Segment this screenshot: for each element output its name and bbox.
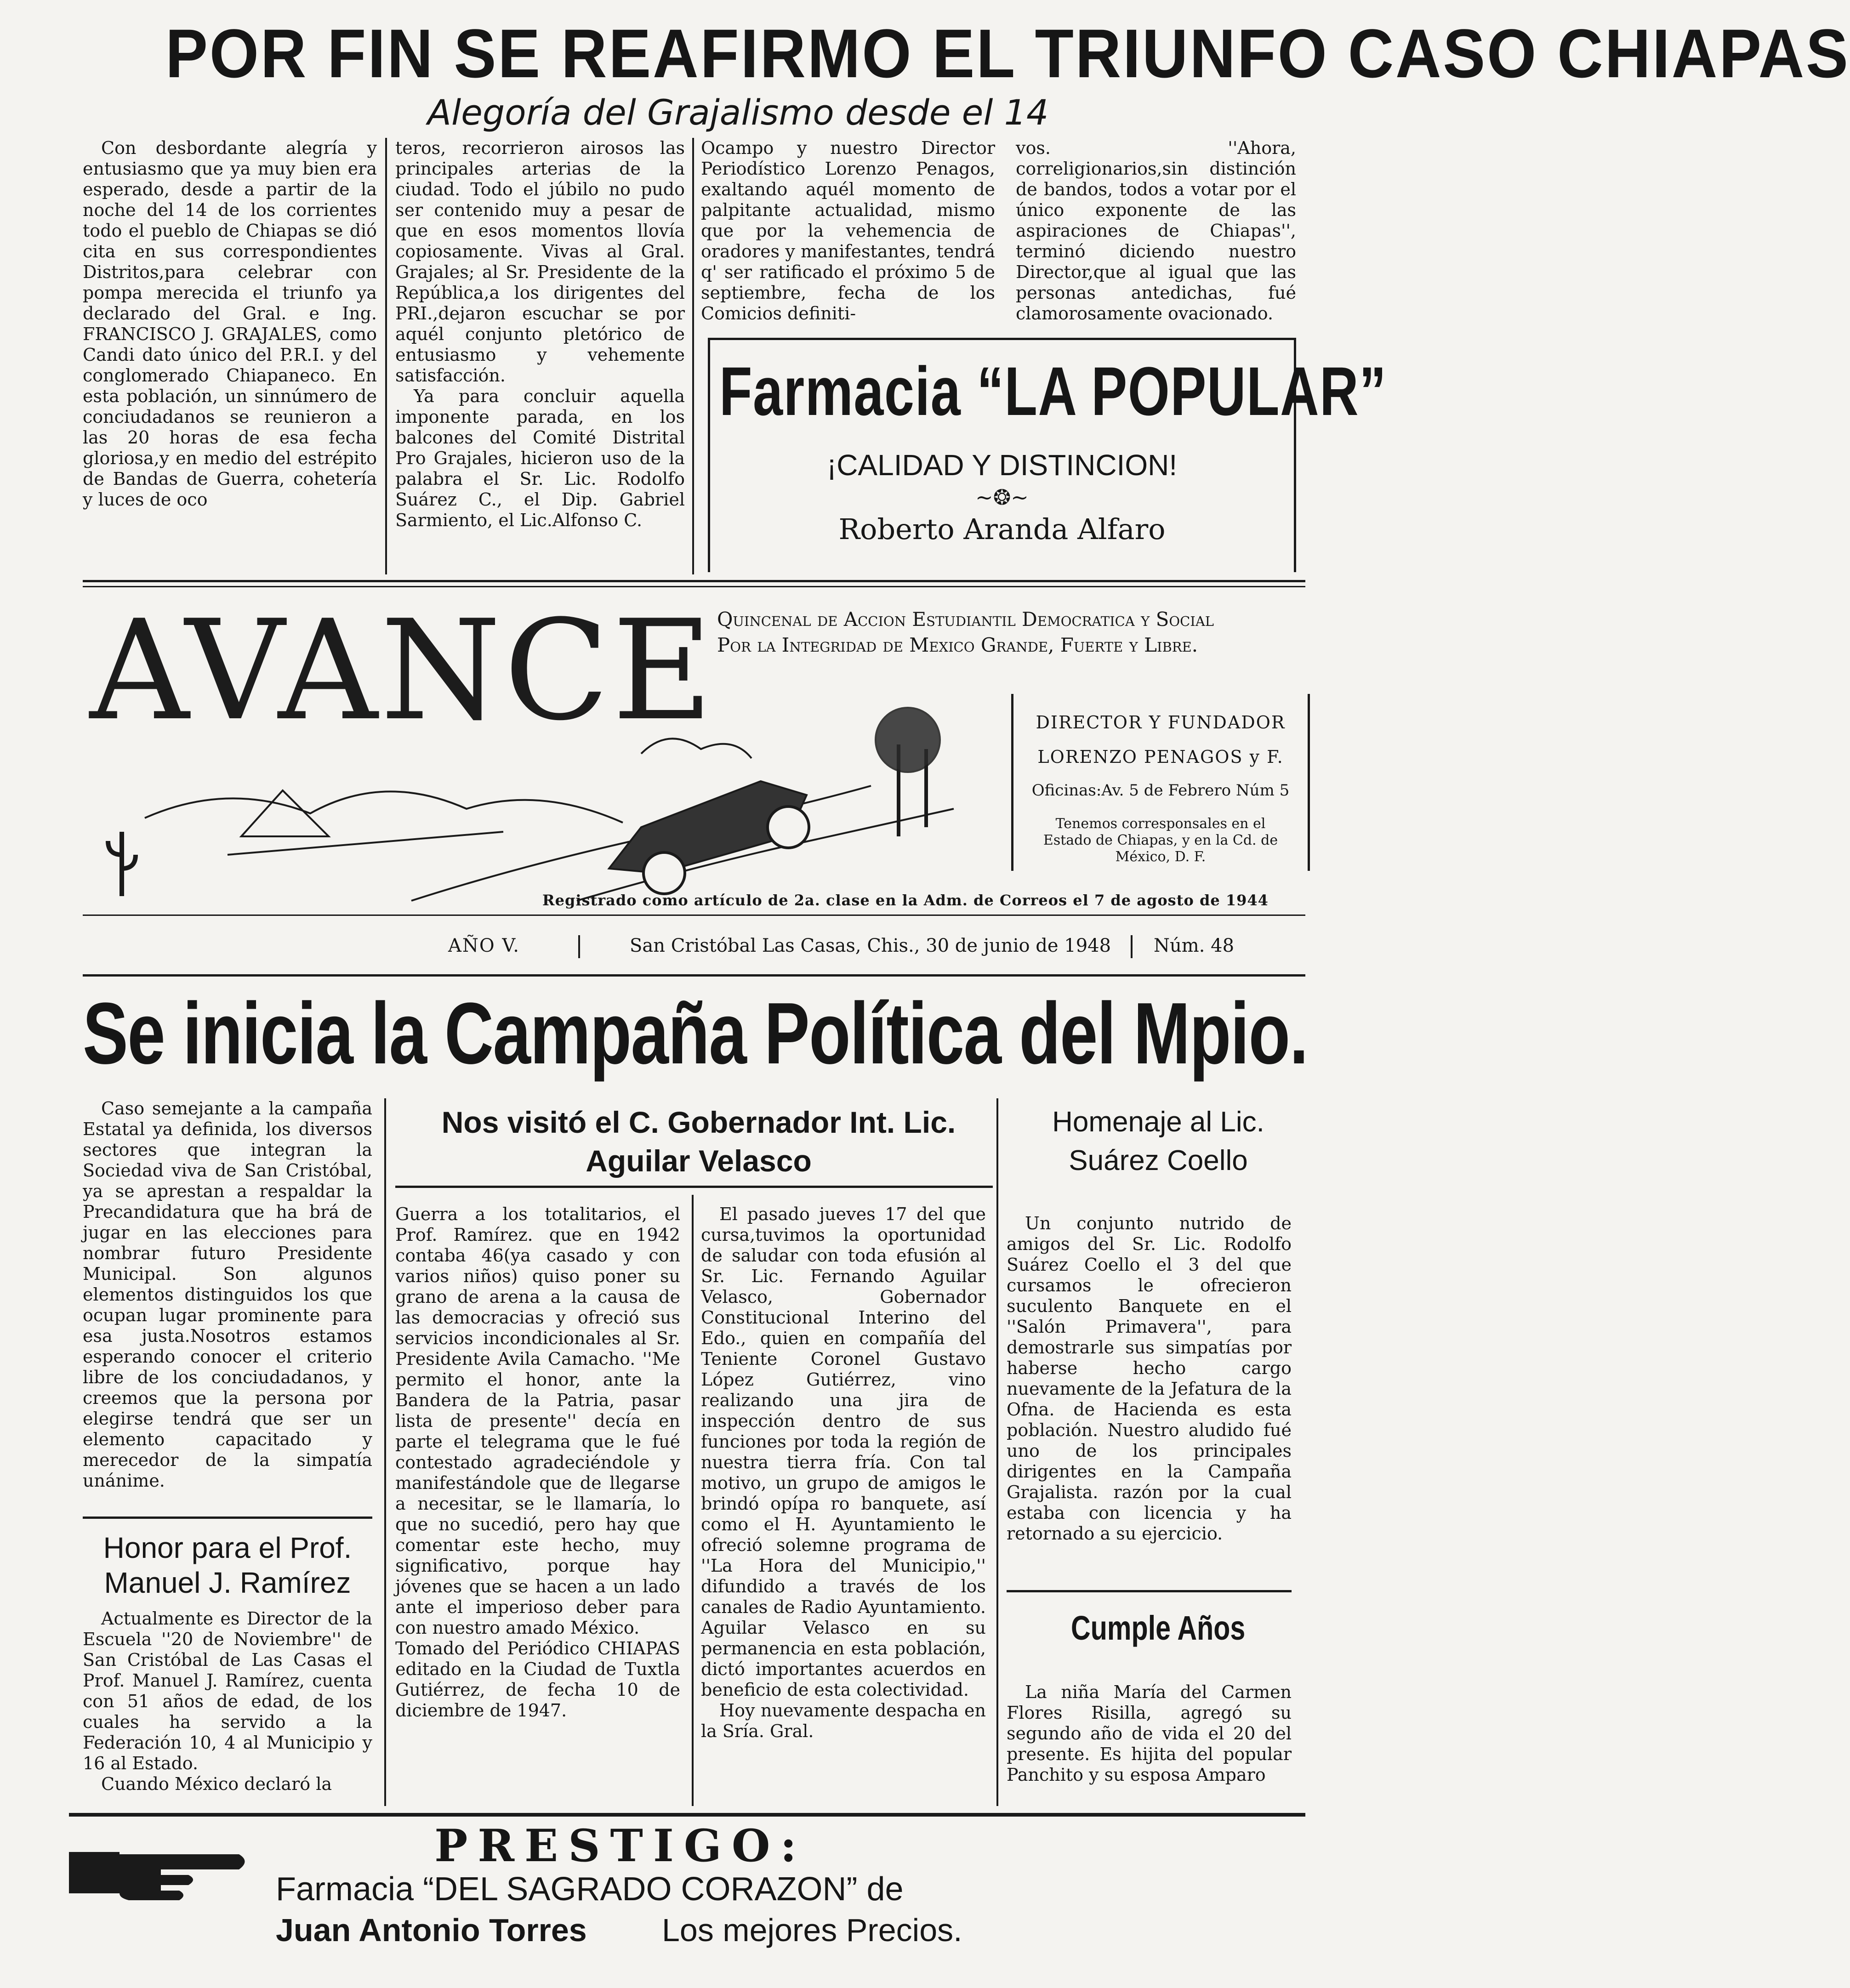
pointing-hand-icon [69,1834,253,1907]
ad-bottom-owner: Juan Antonio Torres [276,1912,587,1948]
section-rule [395,1186,993,1188]
section-rule [83,914,1305,916]
masthead-title: AVANCE [90,591,716,751]
info-divider [1131,935,1133,958]
masthead-illustration [90,717,1009,901]
car-wheel [643,852,685,894]
cumple-article: La niña María del Carmen Flores Risilla, agregó su segundo año de vida el 20 del presente. Es hijita del popular Panchito y su esposa Amparo [1007,1682,1292,1785]
cumple-title: Cumple Años [1071,1609,1246,1647]
top-article-col4: vos. ''Ahora, correligionarios,sin distinción de bandos, todos a votar por el único exponente de las aspiraciones de Chiapas'', terminó diciendo nuestro Director,que al igual que las personas antedichas, fué clamorosamente ovacionado. [1016,138,1296,324]
fence [228,832,503,855]
registration-line: Registrado como artículo de 2a. clase en la Adm. de Correos el 7 de agosto de 1944 [542,892,1269,909]
governor-col-a: Guerra a los totalitarios, el Prof. Ramírez. que en 1942 contaba 46(ya casado y con varios niños) quiso poner su grano de arena a la causa de las democracias y ofreció sus servicios incondicionales al Sr. Presidente Avila Camacho. ''Me permito el honor, ante la Bandera de la Patria, pasar lista de presente'' decía en parte el telegrama que le fué contestado agradeciéndole y manifestándole que de llegarse a necesitar, se le llamaría, lo que no sucedió, pero hay que comentar este hecho, muy significativo, porque hay jóvenes que se hacen a un lado ante el imperioso deber para con nuestro amado México. Tomado del Periódico CHIAPAS editado en la Ciudad de Tuxtla Gutiérrez, de fecha 10 de diciembre de 1947. [395,1204,680,1721]
ad-bottom-line1: Farmacia “DEL SAGRADO CORAZON” de [276,1871,904,1908]
director-box [1011,694,1310,871]
ad-bottom-title: PRESTIGO: [434,1820,807,1872]
dateline: San Cristóbal Las Casas, Chis., 30 de junio de 1948 [630,935,1111,956]
masthead-motto: Quincenal de Accion Estudiantil Democratica y Social Por la Integridad de Mexico Grande, Fuerte y Libre. [717,608,1214,656]
top-headline: POR FIN SE REAFIRMO EL TRIUNFO CASO CHIAPAS [165,15,1850,92]
column-divider [385,138,387,574]
ad-tagline: ¡CALIDAD Y DISTINCION! [826,449,1178,482]
section-rule [83,1517,372,1519]
homenaje-article: Un conjunto nutrido de amigos del Sr. Lic. Rodolfo Suárez Coello el 3 del que cursamos le ofrecieron suculento Banquete en el ''Salón Primavera'', para demostrarle sus simpatías por haberse hecho cargo nuevamente de la Jefatura de la Ofna. de Hacienda es esta población. Nuestro aludido fué uno de los principales dirigentes en la Campaña Grajalista. razón por la cual estaba con licencia y ha retornado a su ejercicio. [1007,1213,1292,1544]
honor-article: Actualmente es Director de la Escuela ''20 de Noviembre'' de San Cristóbal de Las Casas el Prof. Manuel J. Ramírez, cuenta con 51 años de edad, de los cuales ha servido a la Federación 10, 4 al Municipio y 16 al Estado. Cuando México declaró la [83,1608,372,1794]
mountains [145,791,623,823]
ad-bottom-slogan: Los mejores Precios. [662,1912,962,1948]
info-divider [578,935,580,958]
car-wheel [768,807,809,848]
column-divider [996,1098,998,1806]
ornament-icon: ~❂~ [975,485,1029,510]
director-name: LORENZO PENAGOS y F. [1037,747,1284,767]
column-divider [692,1195,694,1806]
top-subheadline: Alegoría del Grajalismo desde el 14 [427,92,1049,133]
top-article-col2: teros, recorrieron airosos las principales arterias de la ciudad. Todo el júbilo no pudo ser contenido muy a pesar de que en esos momentos llovía copiosamente. Vivas al Gral. Grajales; al Sr. Presidente de la República,a los dirigentes del PRI.,dejaron escuchar se por aquél conjunto pletórico de entusiasmo y vehemente satisfacción. Ya para concluir aquella imponente parada, en los balcones del Comité Distrital Pro Grajales, hicieron uso de la palabra el Sr. Lic. Rodolfo Suárez C., el Dip. Gabriel Sarmiento, el Lic.Alfonso C. [395,138,685,530]
offices: Oficinas:Av. 5 de Febrero Núm 5 [1031,781,1290,800]
section-rule [69,1813,1305,1817]
director-label: DIRECTOR Y FUNDADOR [1036,712,1286,733]
section-rule [1007,1590,1292,1592]
top-article-col3: Ocampo y nuestro Director Periodístico Lorenzo Penagos, exaltando aquél momento de palpitante actualidad, mismo que por la vehemencia de oradores y manifestantes, tendrá q' ser ratificado el próximo 5 de septiembre, fecha de los Comicios definiti- [701,138,995,324]
issue-number: Núm. 48 [1154,935,1235,956]
top-article-col1: Con desbordante alegría y entusiasmo que ya muy bien era esperado, desde a partir de la noche del 14 de los corrientes todo el pueblo de Chiapas se dió cita en sus correspondientes Distritos,para celebrar con pompa merecida el triunfo ya declarado del Gral. e Ing. FRANCISCO J. GRAJALES, como Candi dato único del P.R.I. y del conglomerado Chiapaneco. En esta población, un sinnúmero de conciudadanos se reunieron a las 20 horas de esa fecha gloriosa,y en medio del estrépito de Bandas de Guerra, cohetería y luces de oco [83,138,377,510]
issue-year: AÑO V. [448,935,520,956]
ad-pharmacy-name: Farmacia “LA POPULAR” [719,352,1387,430]
ad-owner: Roberto Aranda Alfaro [838,512,1166,546]
homenaje-title: Homenaje al Lic. Suárez Coello [1052,1106,1264,1176]
left-article: Caso semejante a la campaña Estatal ya definida, los diversos sectores que integran la Sociedad viva de San Cristóbal, ya se aprestan a respaldar la Precandidatura que ha brá de jugar en las elecciones para nombrar futuro Presidente Municipal. Son algunos elementos distinguidos los que ocupan lugar prominente para esa justa.Nosotros estamos esperando conocer el criterio libre de los conciudadanos, y creemos que la persona por elegirse tendrá que ser un elemento capacitado y merecedor de la simpatía unánime. [83,1098,372,1491]
clouds [641,738,751,758]
section-rule [83,974,1305,977]
correspondents: Tenemos corresponsales en el Estado de Chiapas, y en la Cd. de México, D. F. [1043,816,1278,865]
governor-title: Nos visitó el C. Gobernador Int. Lic. Aguilar Velasco [441,1105,956,1178]
pyramid [241,790,329,836]
column-divider [692,138,694,574]
column-divider [384,1098,386,1806]
main-headline: Se inicia la Campaña Política del Mpio. [83,985,1308,1082]
section-rule [83,580,1305,582]
tree-foliage [876,708,940,772]
honor-title: Honor para el Prof. Manuel J. Ramírez [103,1531,352,1599]
cactus [108,832,136,896]
section-rule [83,586,1305,587]
governor-col-b: El pasado jueves 17 del que cursa,tuvimos la oportunidad de saludar con toda efusión al Sr. Lic. Fernando Aguilar Velasco, Gobernador Constitucional Interino del Edo., quien en compañía del Teniente Coronel Gustavo López Gutiérrez, vino realizando una jira de inspección dentro de sus funciones por toda la región de nuestra tierra fría. Con tal motivo, un grupo de amigos le brindó opípa ro banquete, así como el H. Ayuntamiento le ofreció solemne programa de ''La Hora del Municipio,'' difundido a través de los canales de Radio Ayuntamiento. Aguilar Velasco en su permanencia en esta población, dictó importantes acuerdos en beneficio de esta colectividad. Hoy nuevamente despacha en la Sría. Gral. [701,1204,986,1741]
ad-la-popular [708,338,1387,572]
